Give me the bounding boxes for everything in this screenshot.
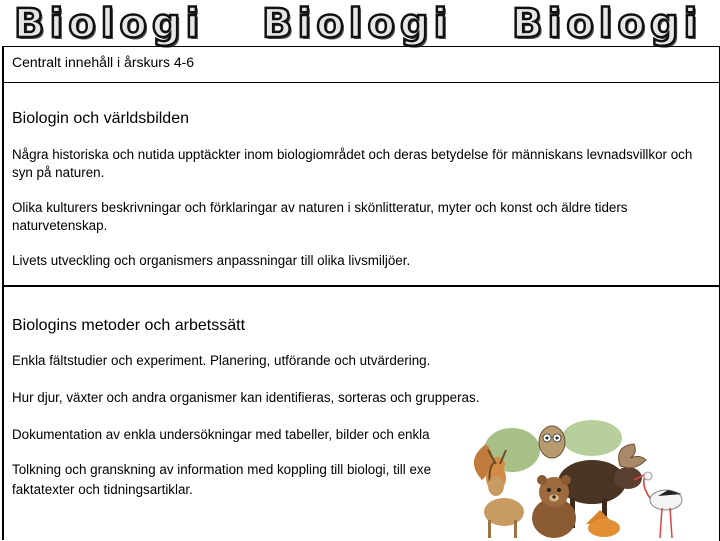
tree-icon xyxy=(562,420,622,456)
content-item: Hur djur, växter och andra organismer kan identifieras, sorteras och grupperas. xyxy=(12,390,480,405)
content-item: Tolkning och granskning av information med koppling till biologi, till exe xyxy=(12,462,432,477)
content-item: Dokumentation av enkla undersökningar med tabeller, bilder och enkla xyxy=(12,427,430,442)
header xyxy=(0,0,720,46)
biologi-logo: Biologi xyxy=(512,1,703,47)
content-item: Livets utveckling och organismers anpassningar till olika livsmiljöer. xyxy=(12,253,411,268)
biologi-logo: Biologi xyxy=(14,1,205,47)
page-caption: Centralt innehåll i årskurs 4-6 xyxy=(12,54,195,70)
animals-illustration xyxy=(452,420,692,540)
section-heading: Biologin och världsbilden xyxy=(12,110,189,127)
section-biologin-och-varldsbilden xyxy=(4,83,720,287)
section-heading: Biologins metoder och arbetssätt xyxy=(12,317,246,334)
stork-icon xyxy=(634,472,682,538)
biologi-logo: Biologi xyxy=(262,1,453,47)
content-item: Några historiska och nutida upptäckter inom biologiområdet och deras betydelse för människans levnadsvillkor och syn på naturen. xyxy=(12,147,693,180)
content-item: Olika kulturers beskrivningar och förklaringar av naturen i skönlitteratur, myter och konst och äldre tiders naturvetenskap. xyxy=(12,200,628,233)
content-item: Enkla fältstudier och experiment. Planering, utförande och utvärdering. xyxy=(12,353,431,368)
fox-icon xyxy=(586,510,620,537)
owl-icon xyxy=(539,426,565,458)
caption-row xyxy=(4,47,720,83)
content-item: faktatexter och tidningsartiklar. xyxy=(12,482,193,497)
